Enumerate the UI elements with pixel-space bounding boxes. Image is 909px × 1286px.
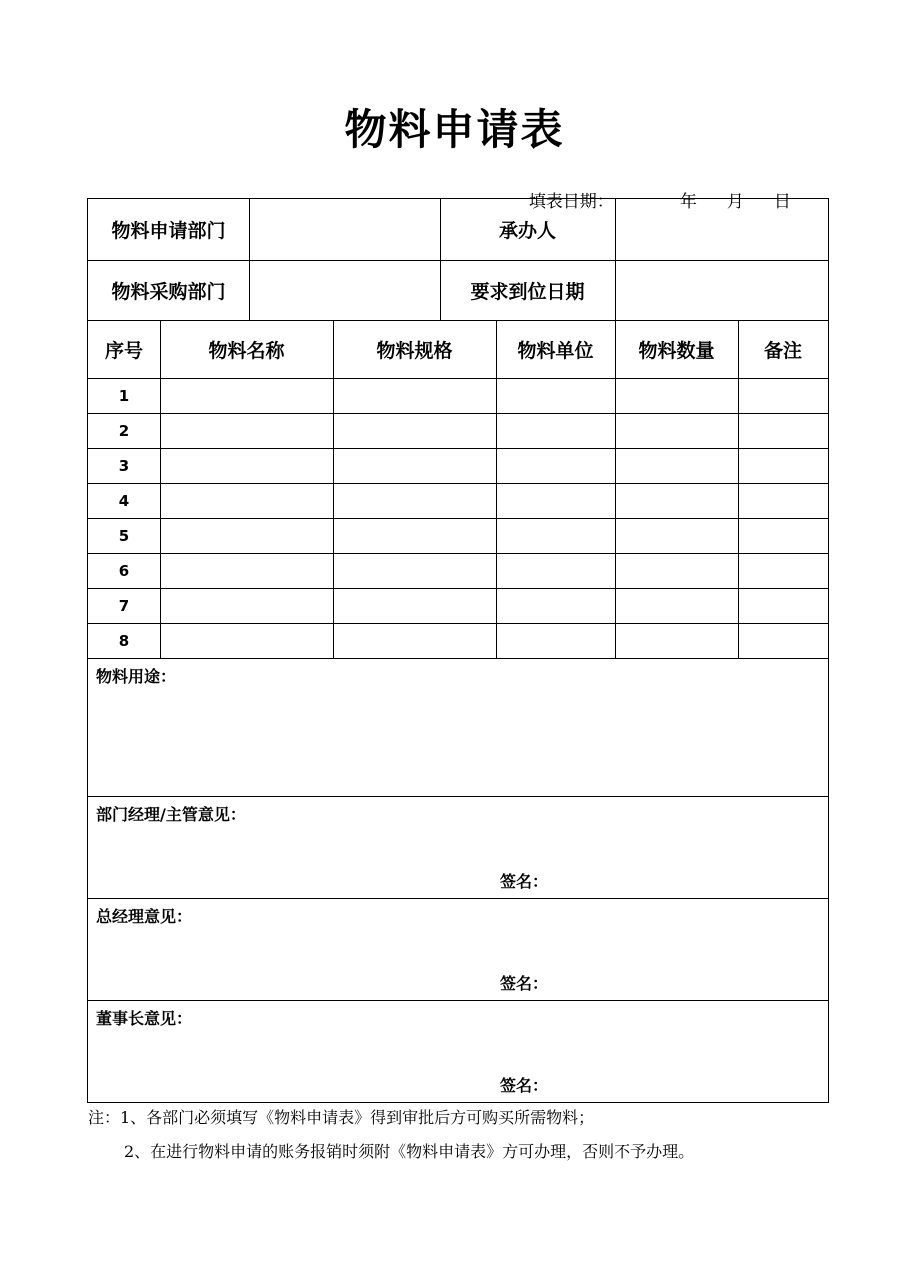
- grid-line: [88, 518, 828, 519]
- col-header-name: 物料名称: [208, 339, 285, 362]
- col-header-unit: 物料单位: [517, 339, 594, 362]
- row-serial: 3: [118, 456, 130, 475]
- row-serial: 5: [118, 526, 130, 545]
- required-date-label: 要求到位日期: [470, 280, 585, 303]
- apply-dept-field[interactable]: [249, 199, 440, 260]
- row-serial: 2: [118, 421, 130, 440]
- material-request-form: [87, 198, 829, 1103]
- row-serial: 7: [118, 596, 130, 615]
- row-serial: 4: [118, 491, 130, 510]
- grid-line: [88, 448, 828, 449]
- general-manager-opinion-field[interactable]: [88, 898, 828, 1000]
- row-serial: 6: [118, 561, 130, 580]
- handler-field[interactable]: [615, 199, 828, 260]
- grid-line: [88, 588, 828, 589]
- note-line-2: 2、在进行物料申请的账务报销时须附《物料申请表》方可办理，否则不予办理。: [124, 1142, 695, 1161]
- chairman-opinion-label: 董事长意见：: [96, 1009, 193, 1028]
- dept-manager-opinion-label: 部门经理/主管意见：: [96, 805, 246, 824]
- grid-line: [88, 553, 828, 554]
- grid-line: [88, 378, 828, 379]
- month-label: 月: [726, 192, 744, 212]
- row-serial: 8: [118, 631, 130, 650]
- grid-line: [88, 623, 828, 624]
- signature-label: 签名：: [500, 974, 549, 993]
- general-manager-opinion-label: 总经理意见：: [96, 907, 193, 926]
- grid-line: [88, 483, 828, 484]
- apply-dept-label: 物料申请部门: [111, 220, 226, 242]
- col-header-quantity: 物料数量: [638, 339, 715, 362]
- day-label: 日: [773, 192, 791, 212]
- handler-label: 承办人: [498, 220, 556, 242]
- purchase-dept-label: 物料采购部门: [111, 280, 226, 303]
- required-date-field[interactable]: [615, 260, 828, 320]
- form-title: 物料申请表: [344, 105, 565, 154]
- col-header-spec: 物料规格: [376, 339, 453, 362]
- signature-label: 签名：: [500, 872, 549, 891]
- signature-label: 签名：: [500, 1076, 549, 1095]
- row-serial: 1: [118, 386, 130, 405]
- purpose-field[interactable]: [88, 658, 828, 796]
- col-header-serial: 序号: [104, 339, 143, 362]
- purpose-label: 物料用途：: [96, 667, 177, 686]
- purchase-dept-field[interactable]: [249, 260, 440, 320]
- col-header-remark: 备注: [763, 339, 802, 362]
- year-label: 年: [679, 192, 697, 212]
- chairman-opinion-field[interactable]: [88, 1000, 828, 1102]
- note-line-1: 注：1、各部门必须填写《物料申请表》得到审批后方可购买所需物料；: [88, 1108, 595, 1127]
- grid-line: [88, 413, 828, 414]
- fill-date-label: 填表日期：: [528, 192, 614, 212]
